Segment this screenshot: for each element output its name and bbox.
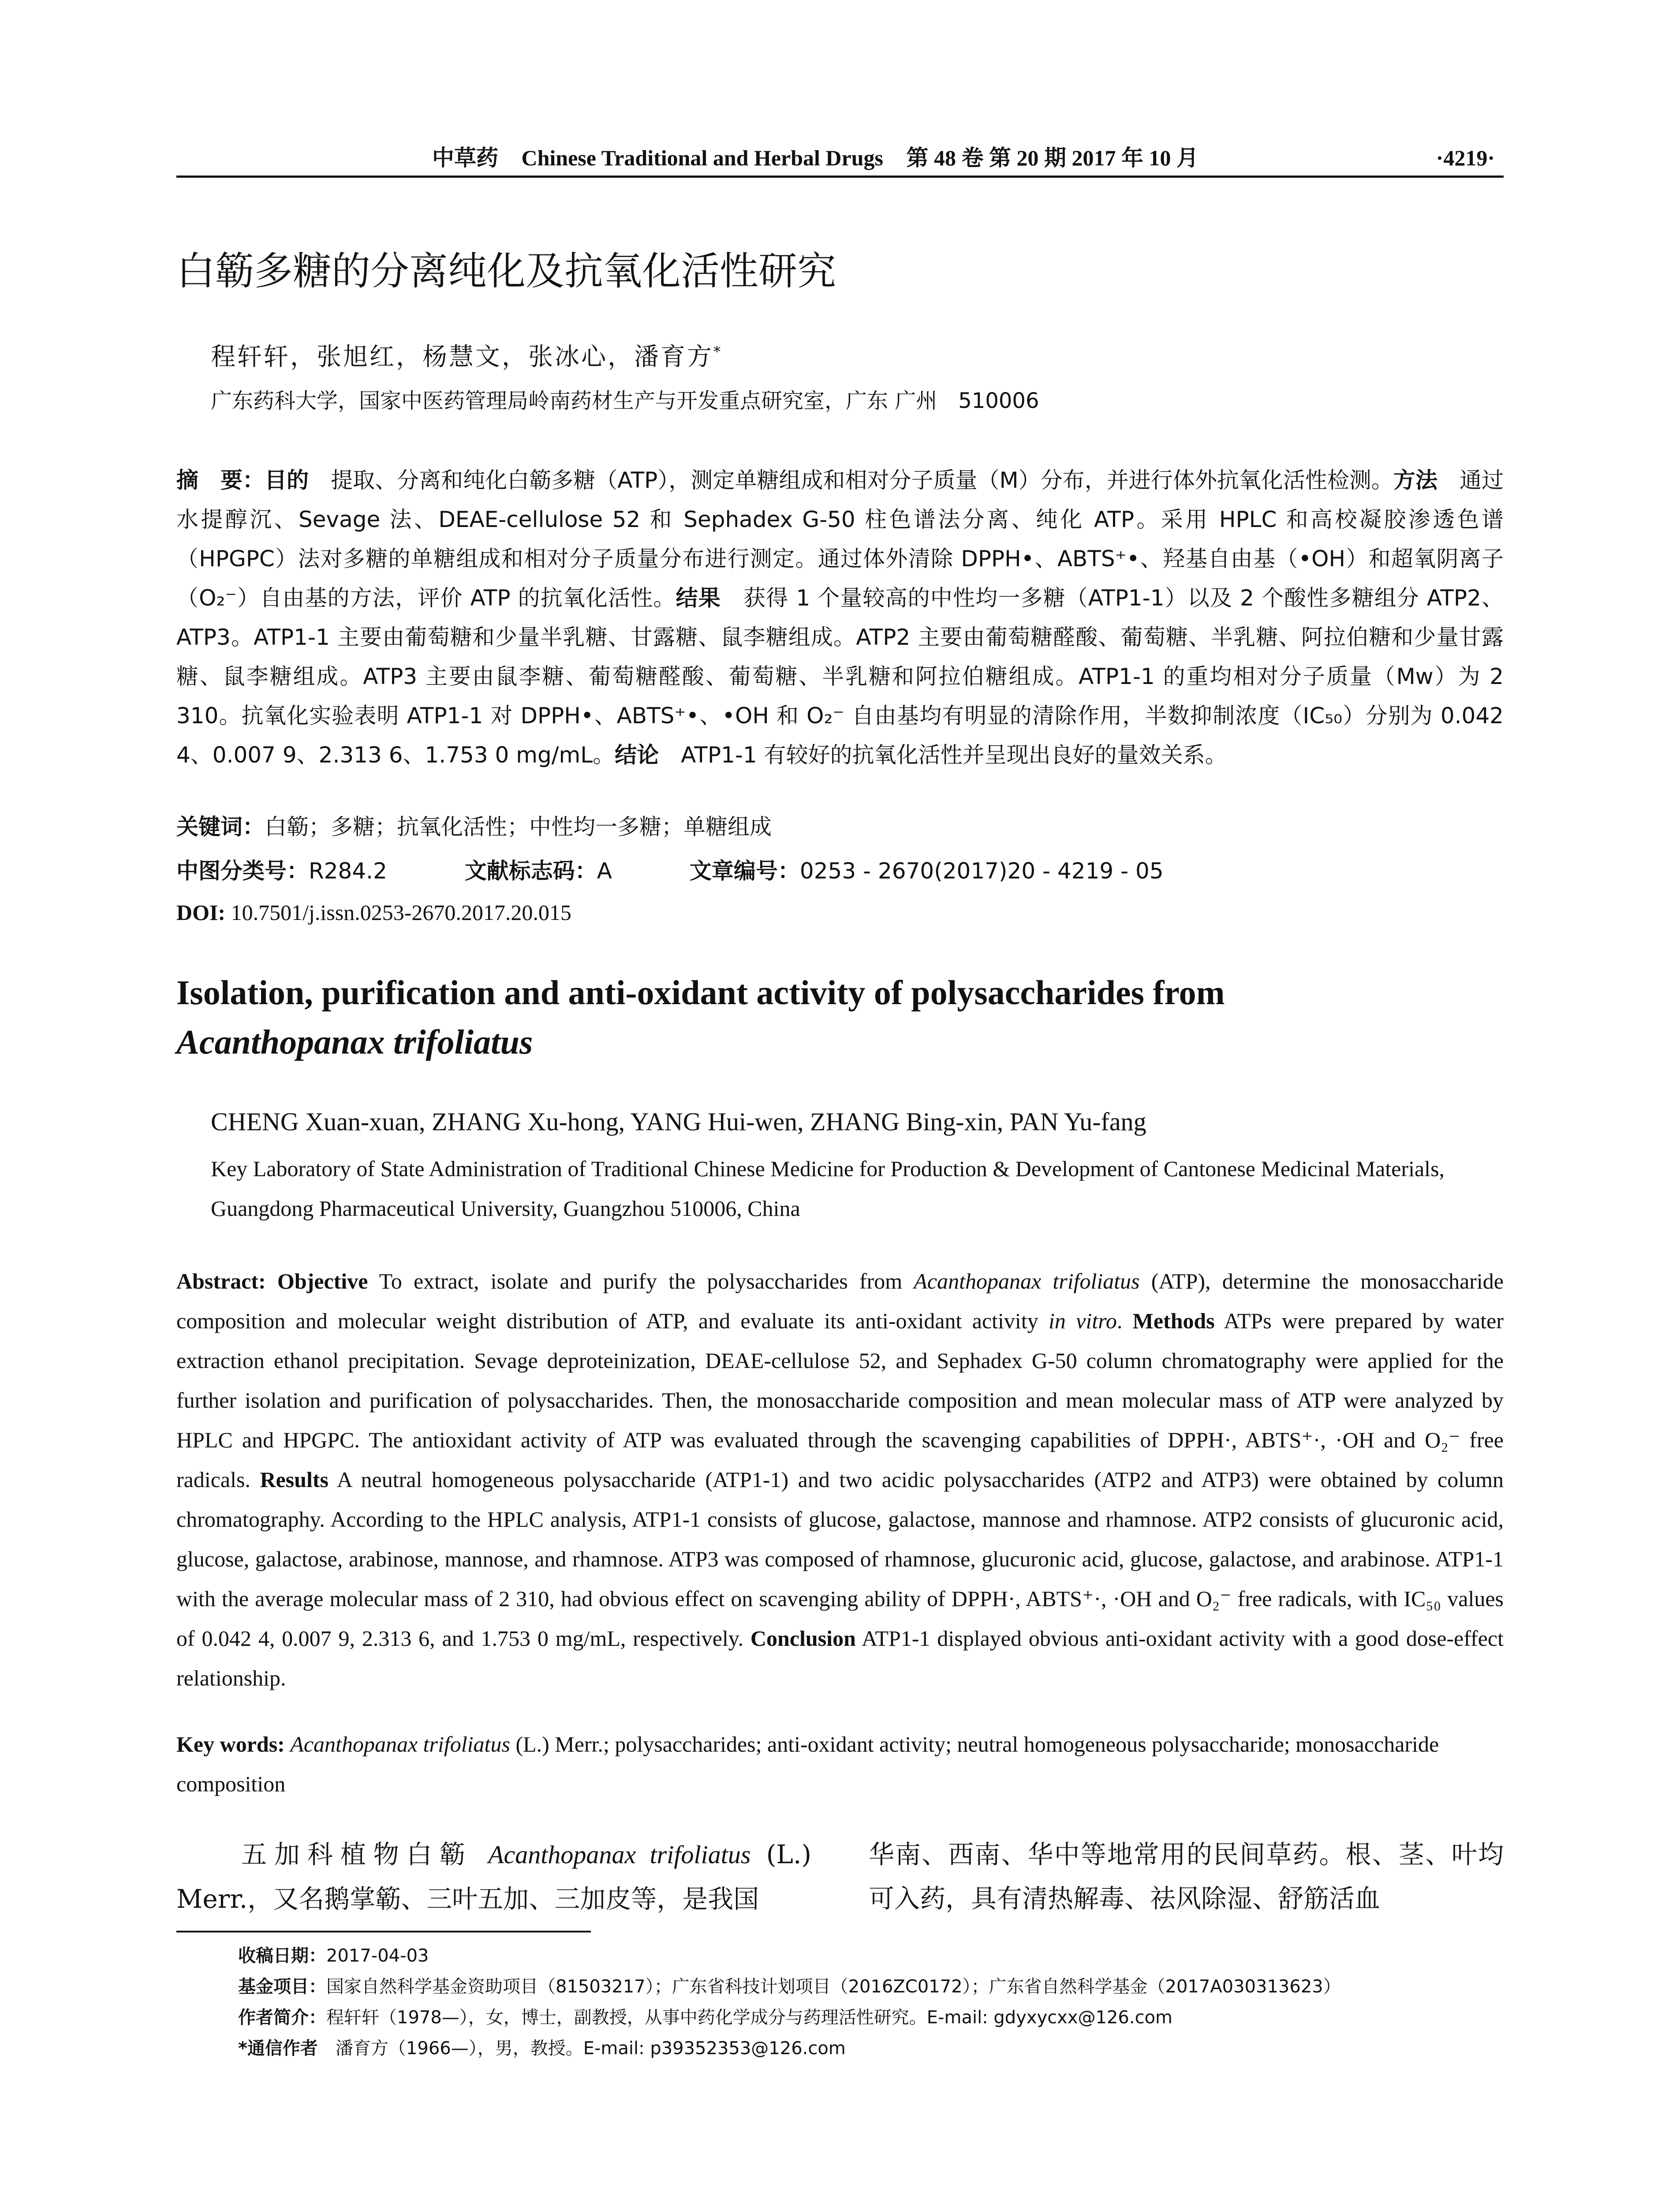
footnote-divider: [176, 1931, 591, 1932]
authors-cn-names: 程轩轩，张旭红，杨慧文，张冰心，潘育方: [211, 343, 713, 371]
clc-label: 中图分类号：: [176, 858, 309, 884]
author-bio-label: 作者简介：: [238, 2007, 326, 2028]
corresponding-mark: *: [713, 343, 722, 360]
journal-name-cn: 中草药: [432, 145, 498, 171]
authors-en: CHENG Xuan-xuan, ZHANG Xu-hong, YANG Hui-wen, ZHANG Bing-xin, PAN Yu-fang: [211, 1107, 1146, 1136]
corresponding-label: *通信作者: [238, 2038, 318, 2059]
body-left-text-2: (L.) Merr.，又名鹅掌簕、三叶五加、三加皮等，是我国: [176, 1839, 812, 1914]
keywords-en: [176, 1724, 1504, 1804]
issue-info: 第 48 卷 第 20 期 2017 年 10 月: [906, 146, 1198, 170]
objective-en-invitro: in vitro: [1049, 1308, 1117, 1333]
footnote-received: [238, 1940, 1504, 1971]
results-en: A neutral homogeneous polysaccharide (ATP1-1) and two acidic polysaccharides (ATP2 and ATP3) were obtained by column chromatography. According to the HPLC analysis, ATP1-1 consists of glucose, galactose, mannose and rhamnose. ATP2 consists of glucuronic acid, glucose, galactose, arabinose, mannose, and rhamnose. ATP3 was composed of rhamnose, glucuronic acid, glucose, galactose, and arabinose. ATP1-1 with the average molecular mass of 2 310, had obvious effect on scavenging ability of DPPH·, ABTS⁺·, ·OH and O₂⁻ free radicals, with IC₅₀ values of 0.042 4, 0.007 9, 2.313 6, and 1.753 0 mg/mL, respectively.: [176, 1467, 1504, 1651]
objective-en-species: Acanthopanax trifoliatus: [914, 1269, 1140, 1293]
journal-name: [432, 140, 1198, 176]
authors-cn: [211, 337, 722, 373]
clc-value: R284.2: [309, 858, 387, 884]
footnote-corresponding: [238, 2033, 1504, 2064]
article-no-value: 0253 - 2670(2017)20 - 4219 - 05: [799, 858, 1164, 884]
results-label-cn: 结果: [676, 585, 721, 611]
abstract-en: [176, 1261, 1504, 1698]
fund-text: 国家自然科学基金资助项目（81503217）；广东省科技计划项目（2016ZC0172）；广东省自然科学基金（2017A030313623）: [326, 1977, 1341, 1997]
article-no-label: 文章编号：: [689, 858, 800, 884]
received-date: 2017-04-03: [326, 1946, 429, 1966]
received-label: 收稿日期：: [238, 1946, 326, 1966]
doi-label: DOI:: [176, 900, 226, 925]
classification-line: [176, 853, 1164, 885]
title-en-line-1: Isolation, purification and anti-oxidant activity of polysaccharides from: [176, 973, 1225, 1012]
objective-cn: 提取、分离和纯化白簕多糖（ATP），测定单糖组成和相对分子质量（M）分布，并进行体外抗氧化活性检测。: [309, 467, 1393, 493]
page-number: ·4219·: [1436, 146, 1495, 170]
footnote-fund: [238, 1971, 1504, 2002]
abstract-en-label: Abstract:: [176, 1269, 277, 1293]
doc-code-label: 文献标志码：: [464, 858, 597, 884]
body-left-species: Acanthopanax trifoliatus: [488, 1840, 751, 1869]
methods-label-en: Methods: [1132, 1308, 1215, 1333]
journal-name-en: Chinese Traditional and Herbal Drugs: [521, 146, 883, 170]
keywords-en-label: Key words:: [176, 1732, 291, 1757]
conclusion-en: ATP1-1 displayed obvious anti-oxidant activity with a good dose-effect relationship.: [176, 1626, 1504, 1690]
objective-label-en: Objective: [277, 1269, 368, 1293]
results-cn: 获得 1 个量较高的中性均一多糖（ATP1-1）以及 2 个酸性多糖组分 ATP2、ATP3。ATP1-1 主要由葡萄糖和少量半乳糖、甘露糖、鼠李糖组成。ATP2 主要由葡萄糖醛酸、葡萄糖、半乳糖、阿拉伯糖和少量甘露糖、鼠李糖组成。ATP3 主要由鼠李糖、葡萄糖醛酸、葡萄糖、半乳糖和阿拉伯糖组成。ATP1-1 的重均相对分子质量（Mw）为 2 310。抗氧化实验表明 ATP1-1 对 DPPH•、ABTS⁺•、•OH 和 O₂⁻ 自由基均有明显的清除作用，半数抑制浓度（IC₅₀）分别为 0.042 4、0.007 9、2.313 6、1.753 0 mg/mL。: [176, 585, 1504, 768]
methods-cn: 通过水提醇沉、Sevage 法、DEAE-cellulose 52 和 Sephadex G-50 柱色谱法分离、纯化 ATP。采用 HPLC 和高校凝胶渗透色谱（HPGPC）法对多糖的单糖组成和相对分子质量分布进行测定。通过体外清除 DPPH•、ABTS⁺•、羟基自由基（•OH）和超氧阴离子（O₂⁻）自由基的方法，评价 ATP 的抗氧化活性。: [176, 467, 1504, 611]
corresponding-text: 潘育方（1966—），男，教授。E-mail: p39352353@126.com: [317, 2038, 846, 2059]
keywords-cn: [176, 809, 772, 841]
body-column-left: [176, 1832, 811, 1921]
methods-en: ATPs were prepared by water extraction ethanol precipitation. Sevage deproteinization, DEAE-cellulose 52, and Sephadex G-50 column chromatography were applied for the further isolation and purification of polysaccharides. Then, the monosaccharide composition and mean molecular mass of ATP were analyzed by HPLC and HPGPC. The antioxidant activity of ATP was evaluated through the scavenging capabilities of DPPH·, ABTS⁺·, ·OH and O₂⁻ free radicals.: [176, 1308, 1504, 1492]
conclusion-label-en: Conclusion: [750, 1626, 856, 1651]
doc-code-value: A: [597, 858, 612, 884]
body-left-text-1: 五加科植物白簕: [234, 1839, 489, 1869]
fund-label: 基金项目：: [238, 1977, 326, 1997]
keywords-cn-text: 白簕；多糖；抗氧化活性；中性均一多糖；单糖组成: [265, 814, 772, 840]
objective-label-cn: 目的: [265, 467, 309, 493]
objective-en-1: To extract, isolate and purify the polysaccharides from: [368, 1269, 914, 1293]
abstract-cn-label: 摘 要：: [176, 467, 265, 493]
objective-en-2: (ATP), determine the monosaccharide composition and molecular weight distribution of ATP, and evaluate its anti-oxidant activity: [176, 1269, 1504, 1333]
keywords-en-species: Acanthopanax trifoliatus: [290, 1732, 510, 1757]
methods-label-cn: 方法: [1393, 467, 1437, 493]
title-cn: 白簕多糖的分离纯化及抗氧化活性研究: [176, 248, 836, 294]
title-en: [176, 968, 1504, 1067]
conclusion-cn: ATP1-1 有较好的抗氧化活性并呈现出良好的量效关系。: [659, 742, 1227, 768]
abstract-cn: [176, 461, 1504, 775]
conclusion-label-cn: 结论: [615, 742, 659, 768]
affiliation-en: Key Laboratory of State Administration of Traditional Chinese Medicine for Production & Development of Cantonese Medicinal Materials, Guangdong Pharmaceutical University, Guangzhou 510006, China: [211, 1156, 1445, 1221]
keywords-cn-label: 关键词：: [176, 814, 265, 840]
affiliation-cn: 广东药科大学，国家中医药管理局岭南药材生产与开发重点研究室，广东 广州 510006: [211, 389, 1039, 413]
footnote-author: [238, 2002, 1504, 2033]
title-en-species: Acanthopanax trifoliatus: [176, 1023, 533, 1061]
doi-value: 10.7501/j.issn.0253-2670.2017.20.015: [225, 900, 571, 925]
keywords-en-text: (L.) Merr.; polysaccharides; anti-oxidant activity; neutral homogeneous polysaccharide; monosaccharide composition: [176, 1732, 1439, 1796]
results-label-en: Results: [260, 1467, 329, 1492]
body-column-right: 华南、西南、华中等地常用的民间草药。根、茎、叶均可入药，具有清热解毒、祛风除湿、舒筋活血: [869, 1839, 1504, 1913]
objective-en-3: .: [1116, 1308, 1133, 1333]
doi-line: [176, 900, 571, 925]
running-header: [176, 140, 1504, 178]
footnotes: [238, 1940, 1504, 2064]
author-bio-text: 程轩轩（1978—），女，博士，副教授，从事中药化学成分与药理活性研究。E-mail: gdyxycxx@126.com: [326, 2007, 1173, 2028]
